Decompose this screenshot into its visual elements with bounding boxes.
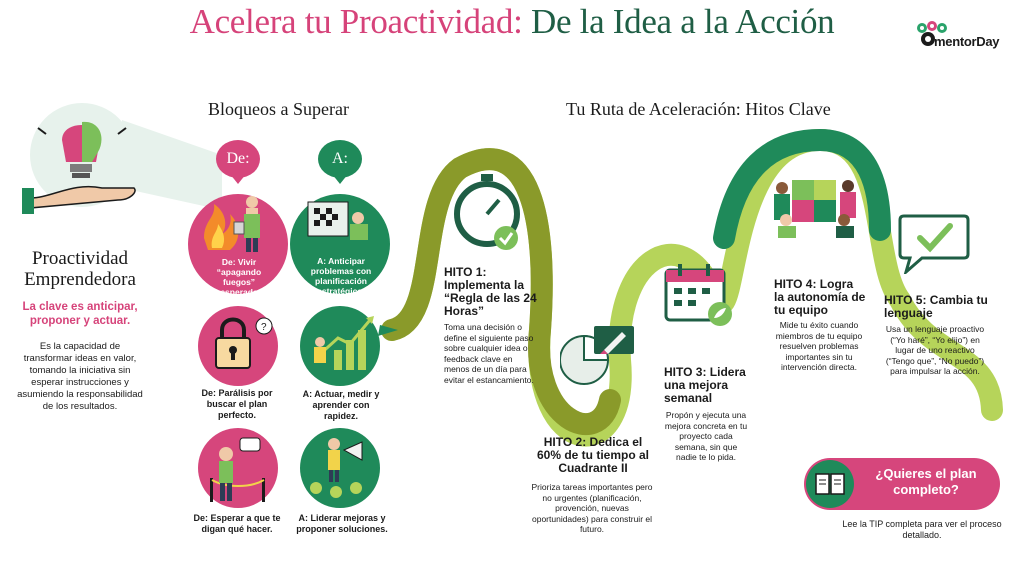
milestone-4-title: HITO 4: Logra la autonomía de tu equipo	[774, 277, 866, 317]
title-part-1: Acelera tu Proactividad:	[189, 2, 523, 41]
title-part-2: De la Idea a la Acción	[531, 2, 835, 41]
leader-bubble	[288, 428, 393, 510]
block-3-from-text: De: Esperar a que te digan qué hacer.	[193, 513, 281, 534]
blocks-section-title: Bloqueos a Superar	[208, 99, 349, 119]
waiting-bubble	[186, 428, 291, 510]
cta-subtext: Lee la TIP completa para ver el proceso detallado.	[842, 519, 1002, 540]
bottom-spacer	[0, 570, 1024, 576]
milestone-2-title: HITO 2: Dedica el 60% de tu tiempo al Cuadrante II	[536, 435, 650, 475]
block-1-from-text: De: Vivir “apagando fuegos” inesperados.	[212, 257, 266, 297]
milestone-4-text: Mide tu éxito cuando miembros de tu equipo resuelven problemas importantes sin tu intervención directa.	[775, 320, 863, 372]
milestone-3-title: HITO 3: Lidera una mejora semanal	[664, 365, 746, 405]
block-3-to-text: A: Liderar mejoras y proponer soluciones.	[296, 513, 388, 534]
team-puzzle-icon	[772, 170, 862, 240]
milestone-5-title: HITO 5: Cambia tu lenguaje	[884, 293, 988, 320]
milestone-3-text: Propón y ejecuta una mejora concreta en tu proyecto cada semana, sin que nadie te lo pida.	[664, 410, 748, 462]
book-icon	[814, 471, 846, 497]
logo-text: mentorDay	[934, 34, 1000, 49]
milestone-1-text: Toma una decisión o define el siguiente paso sobre cualquier idea o feedback clave en menos de un día para evitar el estancamiento.	[444, 322, 534, 385]
to-badge: A:	[318, 140, 362, 178]
calendar-icon	[662, 262, 738, 330]
block-2-to-text: A: Actuar, medir y aprender con rapidez.	[302, 389, 380, 421]
milestone-2-text: Prioriza tareas importantes pero no urgentes (planificación, provención, nuevas oportunidades) para construir el futuro.	[531, 482, 653, 534]
milestone-1-title: HITO 1: Implementa la “Regla de las 24 Horas”	[444, 265, 537, 318]
stopwatch-icon	[452, 170, 522, 256]
intro-title: Proactividad Emprendedora	[24, 248, 136, 290]
badge-pointers	[200, 170, 400, 190]
intro-description: Es la capacidad de transformar ideas en valor, tomando la iniciativa sin esperar instrucciones y asumiendo la responsabilidad de los resultados.	[17, 341, 143, 412]
block-1-to-text: A: Anticipar problemas con planificación estratégico.	[310, 256, 372, 296]
cta-label[interactable]: ¿Quieres el plan completo?	[875, 466, 977, 497]
speech-check-icon	[896, 208, 972, 274]
route-section-title: Tu Ruta de Aceleración: Hitos Clave	[566, 99, 831, 119]
svg-text:?: ?	[261, 322, 267, 333]
growth-bubble	[288, 306, 393, 386]
pie-rocket-icon	[560, 322, 636, 386]
from-badge: De:	[216, 140, 260, 178]
intro-key-message: La clave es anticipar, proponer y actuar.	[22, 301, 138, 327]
cta-book-badge[interactable]	[806, 460, 854, 508]
milestone-5-text: Usa un lenguaje proactivo (“Yo haré”, “Yo elijo”) en lugar de uno reactivo (“Tengo que”, “No puedo”) para impulsar la acción.	[885, 324, 985, 376]
block-2-from-text: De: Parálisis por buscar el plan perfecto.	[201, 388, 273, 420]
padlock-bubble	[186, 306, 291, 386]
